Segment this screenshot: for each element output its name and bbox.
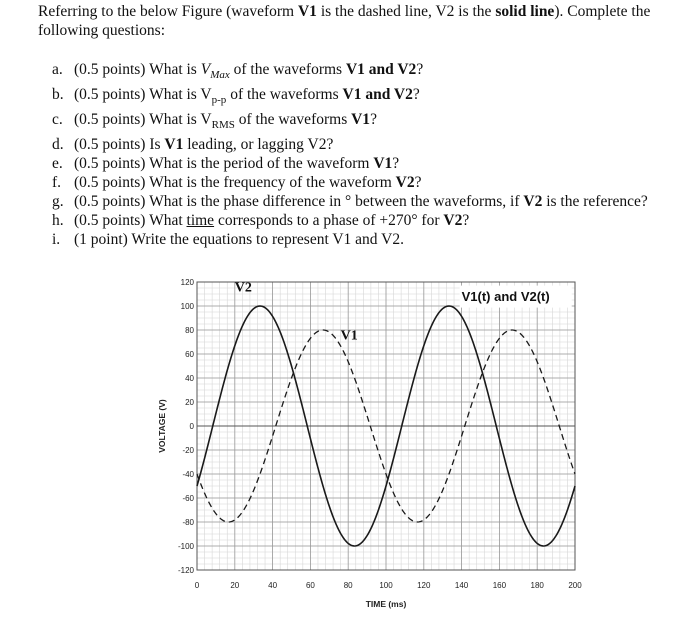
x-tick-label: 60 [305, 581, 315, 590]
y-tick-label: -80 [182, 518, 194, 527]
chart-axes [157, 278, 582, 609]
question-f: f. (0.5 points) What is the frequency of the waveform V2? [52, 174, 422, 192]
question-d: d. (0.5 points) Is V1 leading, or lagging V2? [52, 136, 334, 154]
chart-title: V1(t) and V2(t) [461, 289, 550, 305]
x-tick-label: 140 [454, 581, 469, 590]
x-axis-label: TIME (ms) [365, 599, 407, 609]
y-tick-label: 80 [185, 326, 194, 335]
x-tick-label: 100 [379, 581, 393, 590]
y-tick-label: 40 [185, 374, 194, 383]
x-tick-label: 40 [268, 581, 278, 590]
y-axis-label: VOLTAGE (V) [157, 399, 167, 453]
question-i: i. (1 point) Write the equations to represent V1 and V2. [52, 231, 404, 249]
y-tick-label: 0 [189, 422, 194, 431]
y-tick-label: 20 [185, 398, 194, 407]
y-tick-label: -100 [177, 542, 194, 551]
x-tick-label: 80 [343, 581, 353, 590]
y-tick-label: 60 [185, 350, 194, 359]
question-g: g. (0.5 points) What is the phase difference in ° between the waveforms, if V2 is the reference? [52, 193, 648, 211]
v1-annotation: V1 [340, 328, 358, 344]
y-tick-label: 100 [180, 302, 194, 311]
intro-paragraph: Referring to the below Figure (waveform V1 is the dashed line, V2 is the solid line). Complete the following questions: [38, 3, 651, 39]
question-a: a. (0.5 points) What is $V_{Max}$ of the waveforms V1 and V2? [52, 61, 424, 82]
x-tick-label: 120 [417, 581, 431, 590]
x-tick-label: 0 [194, 581, 200, 590]
y-tick-label: 120 [180, 278, 194, 287]
question-h: h. (0.5 points) What time corresponds to a phase of +270° for V2? [52, 212, 470, 230]
v2-annotation: V2 [234, 280, 252, 296]
question-b: b. (0.5 points) What is $V_{p-p}$ of the waveforms V1 and V2? [52, 86, 420, 107]
x-tick-label: 200 [568, 581, 582, 590]
y-tick-label: -60 [182, 494, 194, 503]
x-tick-label: 160 [492, 581, 507, 590]
question-c: c. (0.5 points) What is $V_{RMS}$ of the waveforms V1? [52, 111, 377, 132]
y-tick-label: -20 [182, 446, 194, 455]
x-tick-label: 20 [230, 581, 240, 590]
y-tick-label: -40 [182, 470, 194, 479]
y-tick-label: -120 [177, 566, 194, 575]
question-e: e. (0.5 points) What is the period of the waveform V1? [52, 155, 400, 173]
x-tick-label: 180 [530, 581, 544, 590]
